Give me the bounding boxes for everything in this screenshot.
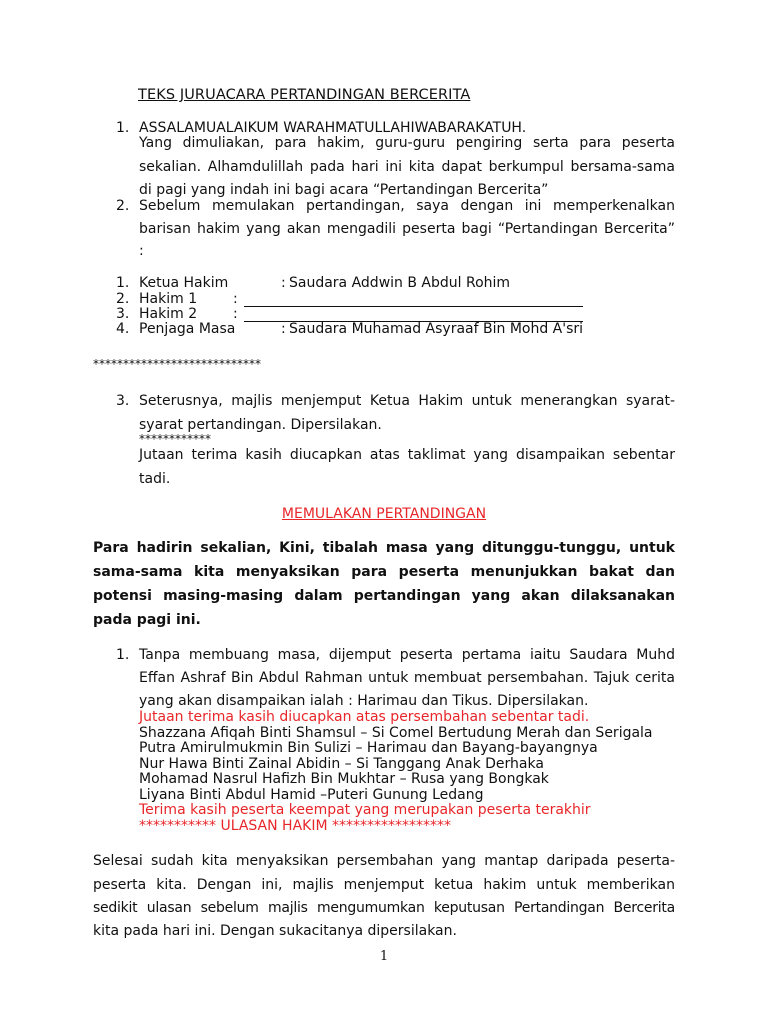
judge-2-role: Hakim 1 xyxy=(139,291,198,307)
contest-number: 1. xyxy=(116,647,130,663)
participant-1: Shazzana Afiqah Binti Shamsul – Si Comel Bertudung Merah dan Serigala xyxy=(139,725,653,741)
intro-line-4: pada pagi ini. xyxy=(93,612,201,628)
judge-2-blank xyxy=(244,306,583,307)
judge-4-name: Saudara Muhamad Asyraaf Bin Mohd A'sri xyxy=(289,321,584,337)
participant-3: Nur Hawa Binti Zainal Abidin – Si Tanggang Anak Derhaka xyxy=(139,756,544,772)
contest-line-3: yang akan disampaikan ialah : Harimau dan Tikus. Dipersilakan. xyxy=(139,693,589,709)
closing-line-2: peserta kita. Dengan ini, majlis menjemput ketua hakim untuk memberikan xyxy=(93,877,675,893)
contest-red-last: Terima kasih peserta keempat yang merupakan peserta terakhir xyxy=(139,802,591,818)
separator-stars: **************************** xyxy=(93,357,261,371)
judges-review-heading: *********** ULASAN HAKIM ***************** xyxy=(139,818,451,834)
intro-line-1: Para hadirin sekalian, Kini, tibalah masa yang ditunggu-tunggu, untuk xyxy=(93,540,675,556)
judge-1-role: Ketua Hakim xyxy=(139,275,229,291)
item-3-line-2: syarat pertandingan. Dipersilakan. xyxy=(139,417,382,433)
closing-line-3: sedikit ulasan sebelum majlis mengumumkan keputusan Pertandingan Bercerita xyxy=(93,900,675,916)
participant-4: Mohamad Nasrul Hafizh Bin Mukhtar – Rusa yang Bongkak xyxy=(139,771,549,787)
item-3-thanks-1: Jutaan terima kasih diucapkan atas taklimat yang disampaikan sebentar xyxy=(139,447,675,463)
judge-3-colon: : xyxy=(233,306,238,322)
item-2-line-2: barisan hakim yang akan mengadili peserta bagi “Pertandingan Bercerita” xyxy=(139,221,675,237)
judge-3-number: 3. xyxy=(116,306,130,322)
document-title: TEKS JURUACARA PERTANDINGAN BERCERITA xyxy=(138,87,471,103)
intro-line-2: sama-sama kita menyaksikan para peserta menunjukkan bakat dan xyxy=(93,564,675,580)
item-2-line-1: Sebelum memulakan pertandingan, saya dengan ini memperkenalkan xyxy=(139,198,675,214)
item-3-thanks-2: tadi. xyxy=(139,471,171,487)
judge-4-role: Penjaga Masa xyxy=(139,321,236,337)
item-1-heading: ASSALAMUALAIKUM WARAHMATULLAHIWABARAKATUH. xyxy=(139,120,527,136)
judge-1-name: Saudara Addwin B Abdul Rohim xyxy=(289,275,511,291)
judge-1-colon: : xyxy=(281,275,286,291)
judge-1-number: 1. xyxy=(116,275,130,291)
item-2-number: 2. xyxy=(116,198,130,214)
item-3-stars: ************ xyxy=(139,432,211,446)
item-3-line-1: Seterusnya, majlis menjemput Ketua Hakim untuk menerangkan syarat- xyxy=(139,393,675,409)
judge-4-number: 4. xyxy=(116,321,130,337)
section-heading: MEMULAKAN PERTANDINGAN xyxy=(281,506,487,522)
item-1-number: 1. xyxy=(116,120,130,136)
item-1-line-1: Yang dimuliakan, para hakim, guru-guru pengiring serta para peserta xyxy=(139,135,675,151)
item-3-number: 3. xyxy=(116,393,130,409)
item-1-line-2: sekalian. Alhamdulillah pada hari ini kita dapat berkumpul bersama-sama xyxy=(139,159,675,175)
contest-line-2: Effan Ashraf Bin Abdul Rahman untuk membuat persembahan. Tajuk cerita xyxy=(139,670,675,686)
contest-line-1: Tanpa membuang masa, dijemput peserta pertama iaitu Saudara Muhd xyxy=(139,647,675,663)
participant-2: Putra Amirulmukmin Bin Sulizi – Harimau dan Bayang-bayangnya xyxy=(139,740,598,756)
closing-line-1: Selesai sudah kita menyaksikan persembahan yang mantap daripada peserta- xyxy=(93,853,675,869)
judge-2-colon: : xyxy=(233,291,238,307)
intro-line-3: potensi masing-masing dalam pertandingan yang akan dilaksanakan xyxy=(93,588,675,604)
judge-3-role: Hakim 2 xyxy=(139,306,198,322)
item-1-line-3: di pagi yang indah ini bagi acara “Pertandingan Bercerita” xyxy=(139,182,549,198)
contest-red-thanks: Jutaan terima kasih diucapkan atas persembahan sebentar tadi. xyxy=(139,709,590,725)
page-number: 1 xyxy=(379,949,389,964)
judge-2-number: 2. xyxy=(116,291,130,307)
closing-line-4: kita pada hari ini. Dengan sukacitanya dipersilakan. xyxy=(93,923,457,939)
participant-5: Liyana Binti Abdul Hamid –Puteri Gunung Ledang xyxy=(139,787,484,803)
judge-4-colon: : xyxy=(281,321,286,337)
item-2-line-3: : xyxy=(139,243,144,259)
